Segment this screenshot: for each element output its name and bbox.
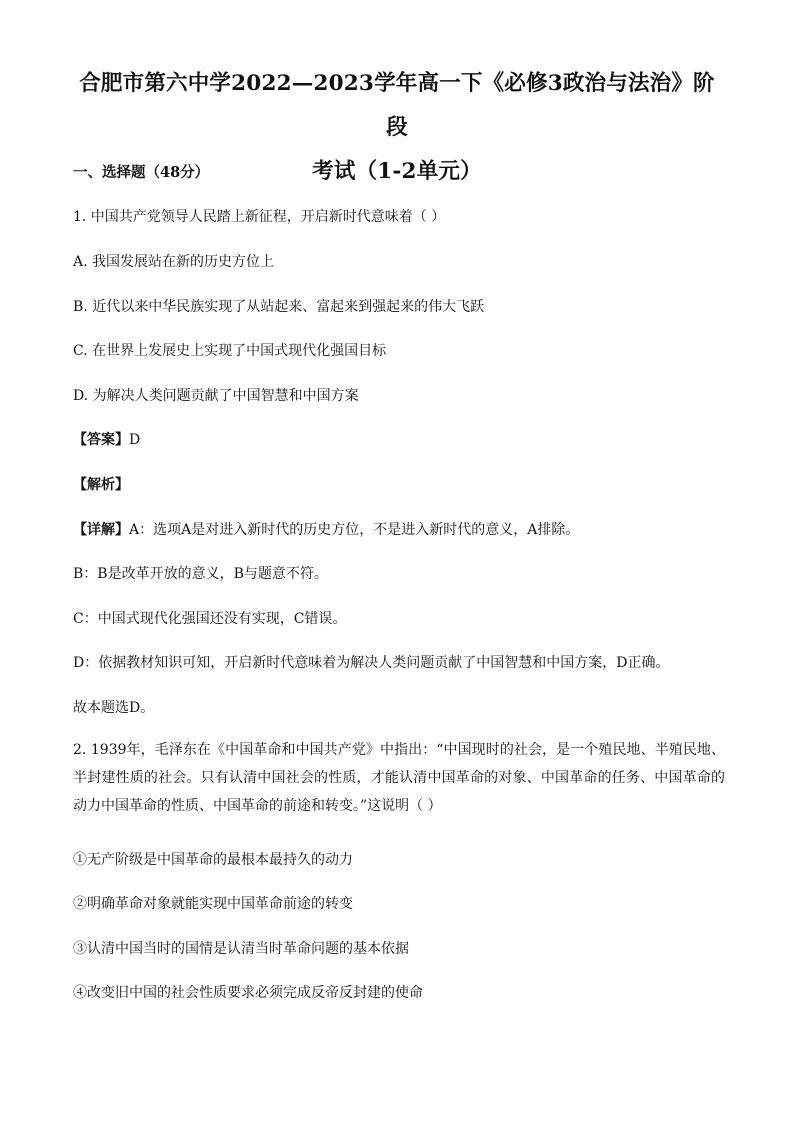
q1-detail-b: B：B是改革开放的意义，B与题意不符。 — [73, 566, 328, 582]
q1-detail-c: C：中国式现代化强国还没有实现，C错误。 — [73, 611, 347, 627]
q2-stem: 2. 1939年，毛泽东在《中国革命和中国共产党》中指出：“中国现时的社会，是一个殖民地、半殖民地、半封建性质的社会。只有认清中国社会的性质，才能认清中国革命的对象、中国革命的任务、中国革命的动力中国革命的性质、中国革命的前途和转变。”这说明（ ） — [73, 742, 725, 814]
q2-item-1: ①无产阶级是中国革命的最根本最持久的动力 — [73, 852, 353, 868]
q1-stem: 1. 中国共产党领导人民踏上新征程，开启新时代意味着（ ） — [73, 209, 446, 225]
section-heading: 一、选择题（48分） — [73, 164, 210, 181]
q1-option-d: D. 为解决人类问题贡献了中国智慧和中国方案 — [73, 388, 359, 404]
title-line-1: 合肥市第六中学2022—2023学年高一下《必修3政治与法治》阶段 — [79, 71, 715, 140]
q1-analysis-tag — [73, 474, 734, 494]
answer-value: D — [129, 432, 141, 448]
q1-detail-a — [73, 519, 734, 539]
analysis-tag: 【解析】 — [73, 477, 129, 493]
q1-conclusion: 故本题选D。 — [73, 700, 155, 716]
answer-tag: 【答案】 — [73, 432, 129, 448]
detail-tag: 【详解】 — [73, 522, 129, 538]
detail-a-text: A：选项A是对进入新时代的历史方位，不是进入新时代的意义，A排除。 — [129, 522, 580, 538]
q2-item-3: ③认清中国当时的国情是认清当时革命问题的基本依据 — [73, 941, 409, 957]
q1-option-c: C. 在世界上发展史上实现了中国式现代化强国目标 — [73, 343, 387, 359]
title-line-2: 考试（1-2单元） — [312, 159, 482, 184]
q2-item-4: ④改变旧中国的社会性质要求必须完成反帝反封建的使命 — [73, 985, 423, 1001]
q1-option-b: B. 近代以来中华民族实现了从站起来、富起来到强起来的伟大飞跃 — [73, 299, 485, 315]
q1-option-a: A. 我国发展站在新的历史方位上 — [73, 254, 275, 270]
q1-detail-d: D：依据教材知识可知，开启新时代意味着为解决人类问题贡献了中国智慧和中国方案，D正确。 — [73, 655, 670, 671]
q1-answer — [73, 429, 734, 449]
q2-item-2: ②明确革命对象就能实现中国革命前途的转变 — [73, 896, 353, 912]
